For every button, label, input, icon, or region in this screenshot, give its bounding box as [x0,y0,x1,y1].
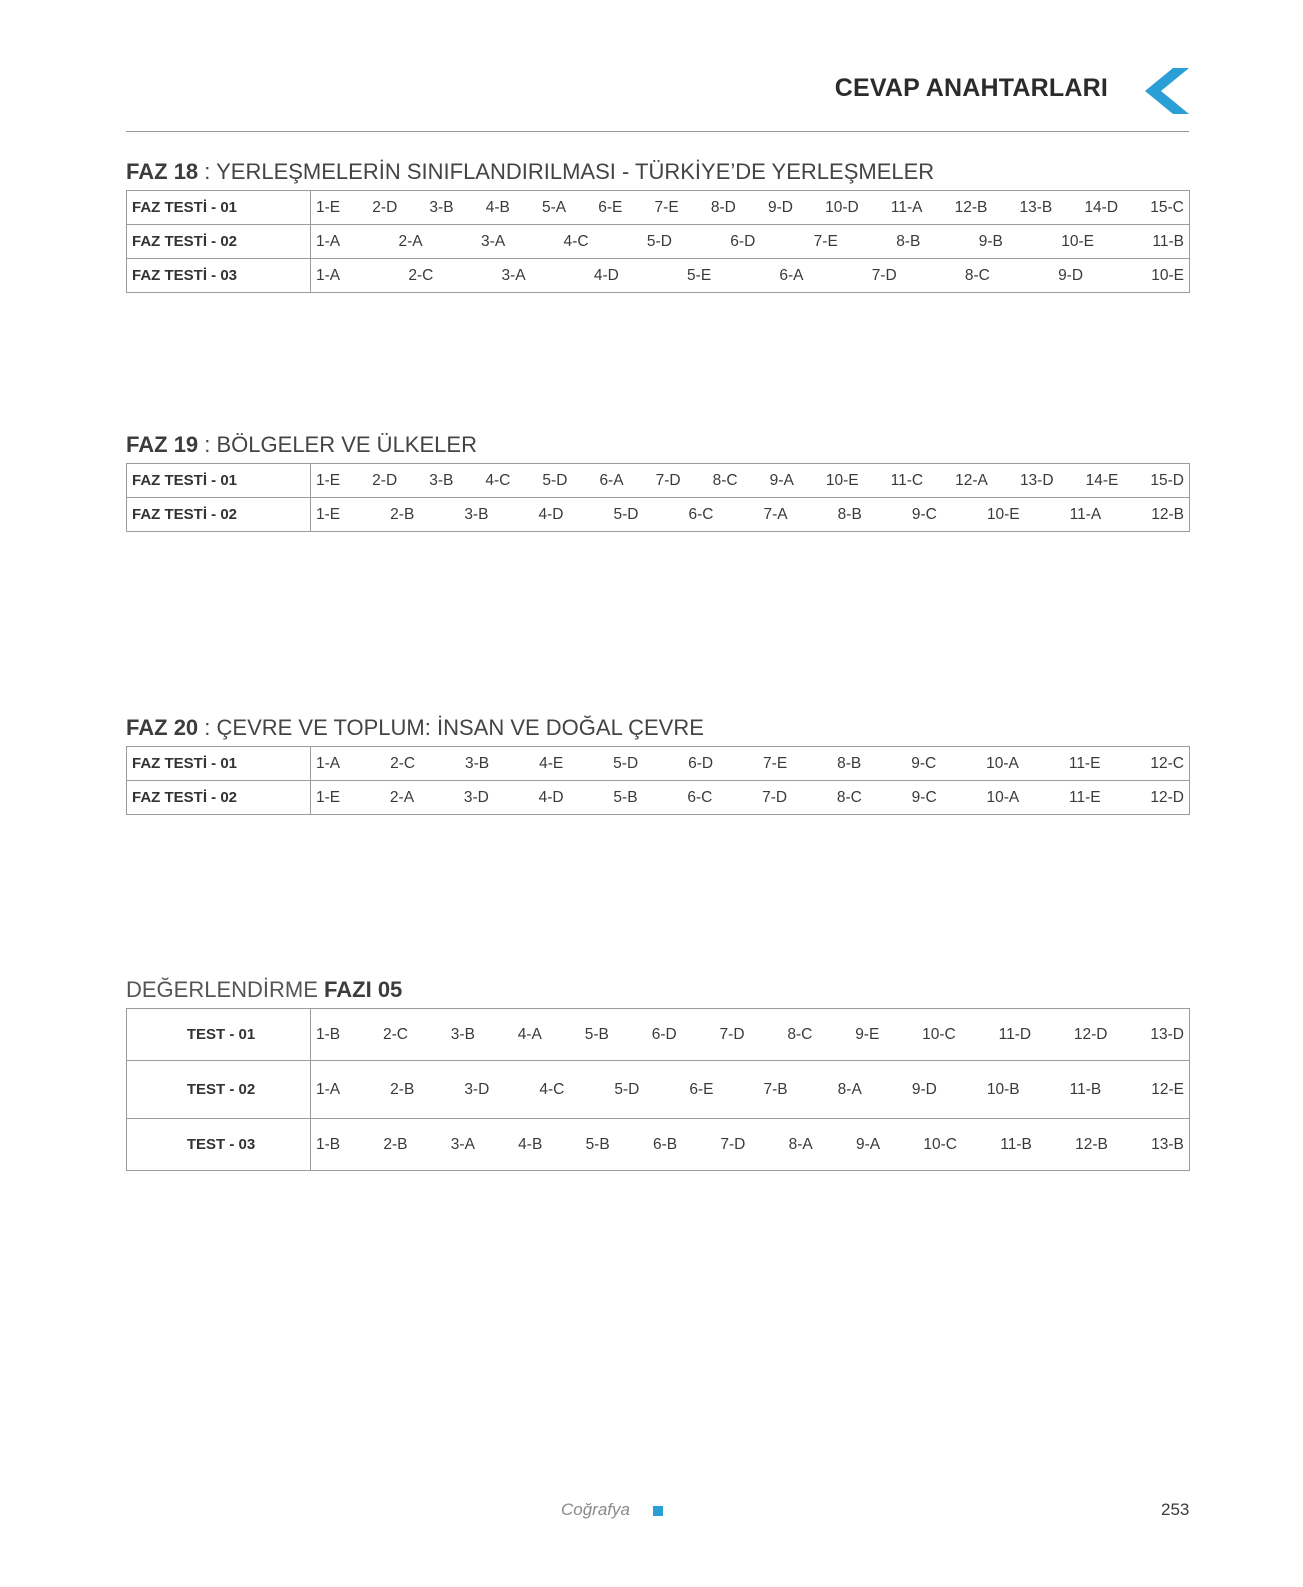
answer-item: 3-D [463,788,489,806]
answer-item: 1-E [316,788,341,806]
answer-row [127,781,1190,815]
answer-item: 11-B [1000,1135,1032,1153]
answer-item: 6-C [687,788,713,806]
answer-item: 4-A [517,1025,542,1043]
answer-item: 7-E [813,232,838,250]
answer-item: 13-D [1019,471,1054,489]
answer-item: 5-B [585,1135,610,1153]
answer-item: 6-A [779,266,804,284]
test-label: FAZ TESTİ - 01 [127,191,311,225]
answer-item: 8-C [712,471,738,489]
answer-item: 3-A [450,1135,475,1153]
answer-item: 6-C [688,505,714,523]
answers-list [316,755,1184,773]
answers-cell [311,1061,1190,1119]
answer-row [127,1009,1190,1061]
answer-item: 7-D [762,788,788,806]
answer-item: 9-B [978,232,1003,250]
header-divider [126,131,1189,132]
answer-item: 14-D [1084,198,1119,216]
answer-item: 10-E [1061,232,1094,250]
answer-item: 1-B [316,1135,341,1153]
answer-item: 7-D [655,471,681,489]
answer-item: 10-E [986,505,1020,523]
answer-item: 8-C [964,266,990,284]
answer-item: 2-B [383,1135,408,1153]
answer-item: 11-A [1069,505,1102,523]
test-label: FAZ TESTİ - 02 [127,225,311,259]
faz19-heading [126,430,1190,460]
faz20-title: : ÇEVRE VE TOPLUM: İNSAN VE DOĞAL ÇEVRE [198,715,704,740]
answer-item: 10-A [986,754,1019,772]
answer-item: 1-E [316,505,341,523]
answer-item: 3-B [429,471,454,489]
answer-item: 2-A [398,232,423,250]
answer-item: 7-B [763,1080,788,1098]
answer-item: 12-C [1150,754,1184,772]
answer-item: 1-E [316,198,341,216]
answer-item: 5-D [613,505,639,523]
answers-cell [311,191,1190,225]
answer-item: 7-E [763,754,788,772]
answer-item: 4-E [539,754,564,772]
degerlendirme-title-light: DEĞERLENDİRME [126,977,325,1002]
answer-item: 1-E [316,471,341,489]
answer-item: 8-A [788,1135,813,1153]
answer-item: 9-E [855,1025,880,1043]
answer-item: 3-B [429,198,454,216]
answer-item: 1-A [316,232,341,250]
answers-cell [311,781,1190,815]
test-label: FAZ TESTİ - 01 [127,747,311,781]
answer-item: 9-D [911,1080,937,1098]
answer-row [127,1119,1190,1171]
answer-item: 13-D [1150,1025,1184,1043]
answer-row [127,1061,1190,1119]
answers-list [316,1081,1184,1099]
answers-list [316,506,1184,524]
answer-item: 12-A [955,471,988,489]
answer-row [127,747,1190,781]
answer-item: 3-A [481,232,506,250]
answer-item: 6-A [599,471,624,489]
answer-item: 4-D [538,505,564,523]
answer-item: 3-A [501,266,526,284]
answer-item: 7-D [720,1135,746,1153]
answer-item: 5-B [584,1025,609,1043]
answer-item: 8-A [837,1080,862,1098]
answer-item: 8-B [896,232,921,250]
answer-item: 7-A [763,505,788,523]
answer-item: 15-C [1150,198,1184,216]
answer-item: 3-B [450,1025,475,1043]
answer-item: 3-B [464,505,489,523]
answers-list [316,472,1184,490]
answer-item: 12-B [1075,1135,1108,1153]
answer-item: 2-C [408,266,434,284]
answer-item: 1-B [316,1025,341,1043]
answer-item: 4-D [593,266,619,284]
answer-item: 11-B [1069,1080,1102,1098]
answer-item: 6-E [689,1080,714,1098]
answer-item: 12-D [1150,788,1184,806]
answer-item: 12-B [1151,505,1184,523]
answer-item: 9-D [1058,266,1084,284]
test-label: FAZ TESTİ - 03 [127,259,311,293]
answer-row [127,464,1190,498]
test-label: TEST - 02 [127,1061,311,1119]
test-label: FAZ TESTİ - 01 [127,464,311,498]
answers-list [316,1136,1184,1154]
answer-item: 6-E [598,198,623,216]
answer-item: 11-D [998,1025,1032,1043]
answers-list [316,199,1184,217]
faz19-answer-table [126,463,1190,532]
faz18-prefix: FAZ [126,159,168,184]
answer-item: 10-C [922,1025,956,1043]
answers-cell [311,225,1190,259]
answers-list [316,1026,1184,1044]
test-label: TEST - 03 [127,1119,311,1171]
page-header [0,0,1303,140]
answer-item: 14-E [1085,471,1119,489]
test-label: FAZ TESTİ - 02 [127,498,311,532]
answer-item: 11-E [1069,788,1101,806]
answer-item: 15-D [1150,471,1184,489]
answer-item: 2-B [390,1080,415,1098]
faz19-title: : BÖLGELER VE ÜLKELER [198,432,477,457]
answer-item: 9-A [855,1135,881,1153]
answer-item: 4-C [485,471,511,489]
answer-row [127,498,1190,532]
answer-item: 12-E [1151,1080,1184,1098]
answer-item: 5-D [646,232,672,250]
answers-cell [311,498,1190,532]
answer-item: 2-C [390,754,416,772]
answer-item: 10-B [986,1080,1020,1098]
chevron-left-icon [1145,68,1189,114]
answer-item: 4-B [518,1135,543,1153]
answer-item: 8-C [836,788,862,806]
answer-item: 1-A [316,266,341,284]
answer-row [127,191,1190,225]
answer-item: 6-B [652,1135,678,1153]
answers-cell [311,464,1190,498]
answer-item: 10-D [825,198,859,216]
answers-list [316,267,1184,285]
answer-item: 11-E [1068,754,1101,772]
answer-item: 10-A [986,788,1020,806]
faz18-heading [126,157,1190,187]
answer-item: 12-D [1073,1025,1108,1043]
answer-item: 1-A [316,1080,341,1098]
answer-item: 2-B [390,505,415,523]
answers-cell [311,747,1190,781]
answer-item: 4-D [538,788,564,806]
page-number: 253 [1161,1500,1190,1519]
answer-item: 9-C [911,788,937,806]
answer-item: 13-B [1151,1135,1184,1153]
answer-item: 5-B [613,788,638,806]
test-label: TEST - 01 [127,1009,311,1061]
answer-item: 3-B [465,754,490,772]
degerlendirme-answer-table [126,1008,1190,1171]
answer-item: 6-D [688,754,714,772]
answer-item: 12-B [954,198,988,216]
answer-item: 8-C [787,1025,813,1043]
answer-row [127,259,1190,293]
answers-cell [311,259,1190,293]
faz20-heading [126,713,1190,743]
faz18-section [126,157,1190,293]
answer-item: 6-D [651,1025,677,1043]
answer-item: 2-D [372,198,398,216]
degerlendirme-title-bold: FAZI 05 [324,977,403,1002]
answer-item: 10-C [923,1135,957,1153]
answer-item: 2-D [372,471,398,489]
footer-square-icon [653,1506,663,1516]
answer-item: 8-B [837,754,862,772]
answer-item: 11-C [890,471,924,489]
answer-item: 10-E [825,471,859,489]
faz20-prefix: FAZ [126,715,168,740]
answer-item: 7-D [871,266,897,284]
answer-item: 5-D [613,754,639,772]
answers-list [316,789,1184,807]
faz18-number: 18 [173,159,199,184]
answer-item: 1-A [316,754,341,772]
answers-list [316,233,1184,251]
test-label: FAZ TESTİ - 02 [127,781,311,815]
answer-item: 9-C [911,754,937,772]
answer-item: 5-D [614,1080,640,1098]
answers-cell [311,1009,1190,1061]
faz19-number: 19 [173,432,199,457]
answer-item: 4-B [485,198,510,216]
page-title: CEVAP ANAHTARLARI [834,74,1108,102]
answer-item: 8-B [837,505,862,523]
faz20-answer-table [126,746,1190,815]
faz20-section [126,713,1190,815]
answer-item: 2-C [382,1025,408,1043]
faz18-answer-table [126,190,1190,293]
answer-item: 6-D [730,232,756,250]
answer-item: 9-A [769,471,794,489]
answer-item: 5-A [541,198,567,216]
answer-item: 7-E [654,198,679,216]
faz19-section [126,430,1190,532]
answer-item: 11-A [890,198,923,216]
faz20-number: 20 [173,715,199,740]
answer-item: 11-B [1152,232,1184,250]
answer-item: 13-B [1019,198,1053,216]
faz18-title: : YERLEŞMELERİN SINIFLANDIRILMASI - TÜRKİYE’DE YERLEŞMELER [198,159,935,184]
answer-item: 3-D [464,1080,490,1098]
answer-item: 5-E [687,266,712,284]
footer-subject: Coğrafya [561,1500,630,1519]
faz19-prefix: FAZ [126,432,168,457]
answer-item: 5-D [542,471,568,489]
answer-item: 10-E [1151,266,1184,284]
answer-item: 9-C [911,505,937,523]
answer-item: 4-C [563,232,589,250]
answer-item: 9-D [767,198,793,216]
degerlendirme-heading [126,975,1190,1005]
answer-item: 4-C [539,1080,565,1098]
answer-row [127,225,1190,259]
answers-cell [311,1119,1190,1171]
answer-item: 8-D [710,198,736,216]
answer-item: 7-D [719,1025,745,1043]
answer-item: 2-A [389,788,415,806]
degerlendirme-section [126,975,1190,1171]
